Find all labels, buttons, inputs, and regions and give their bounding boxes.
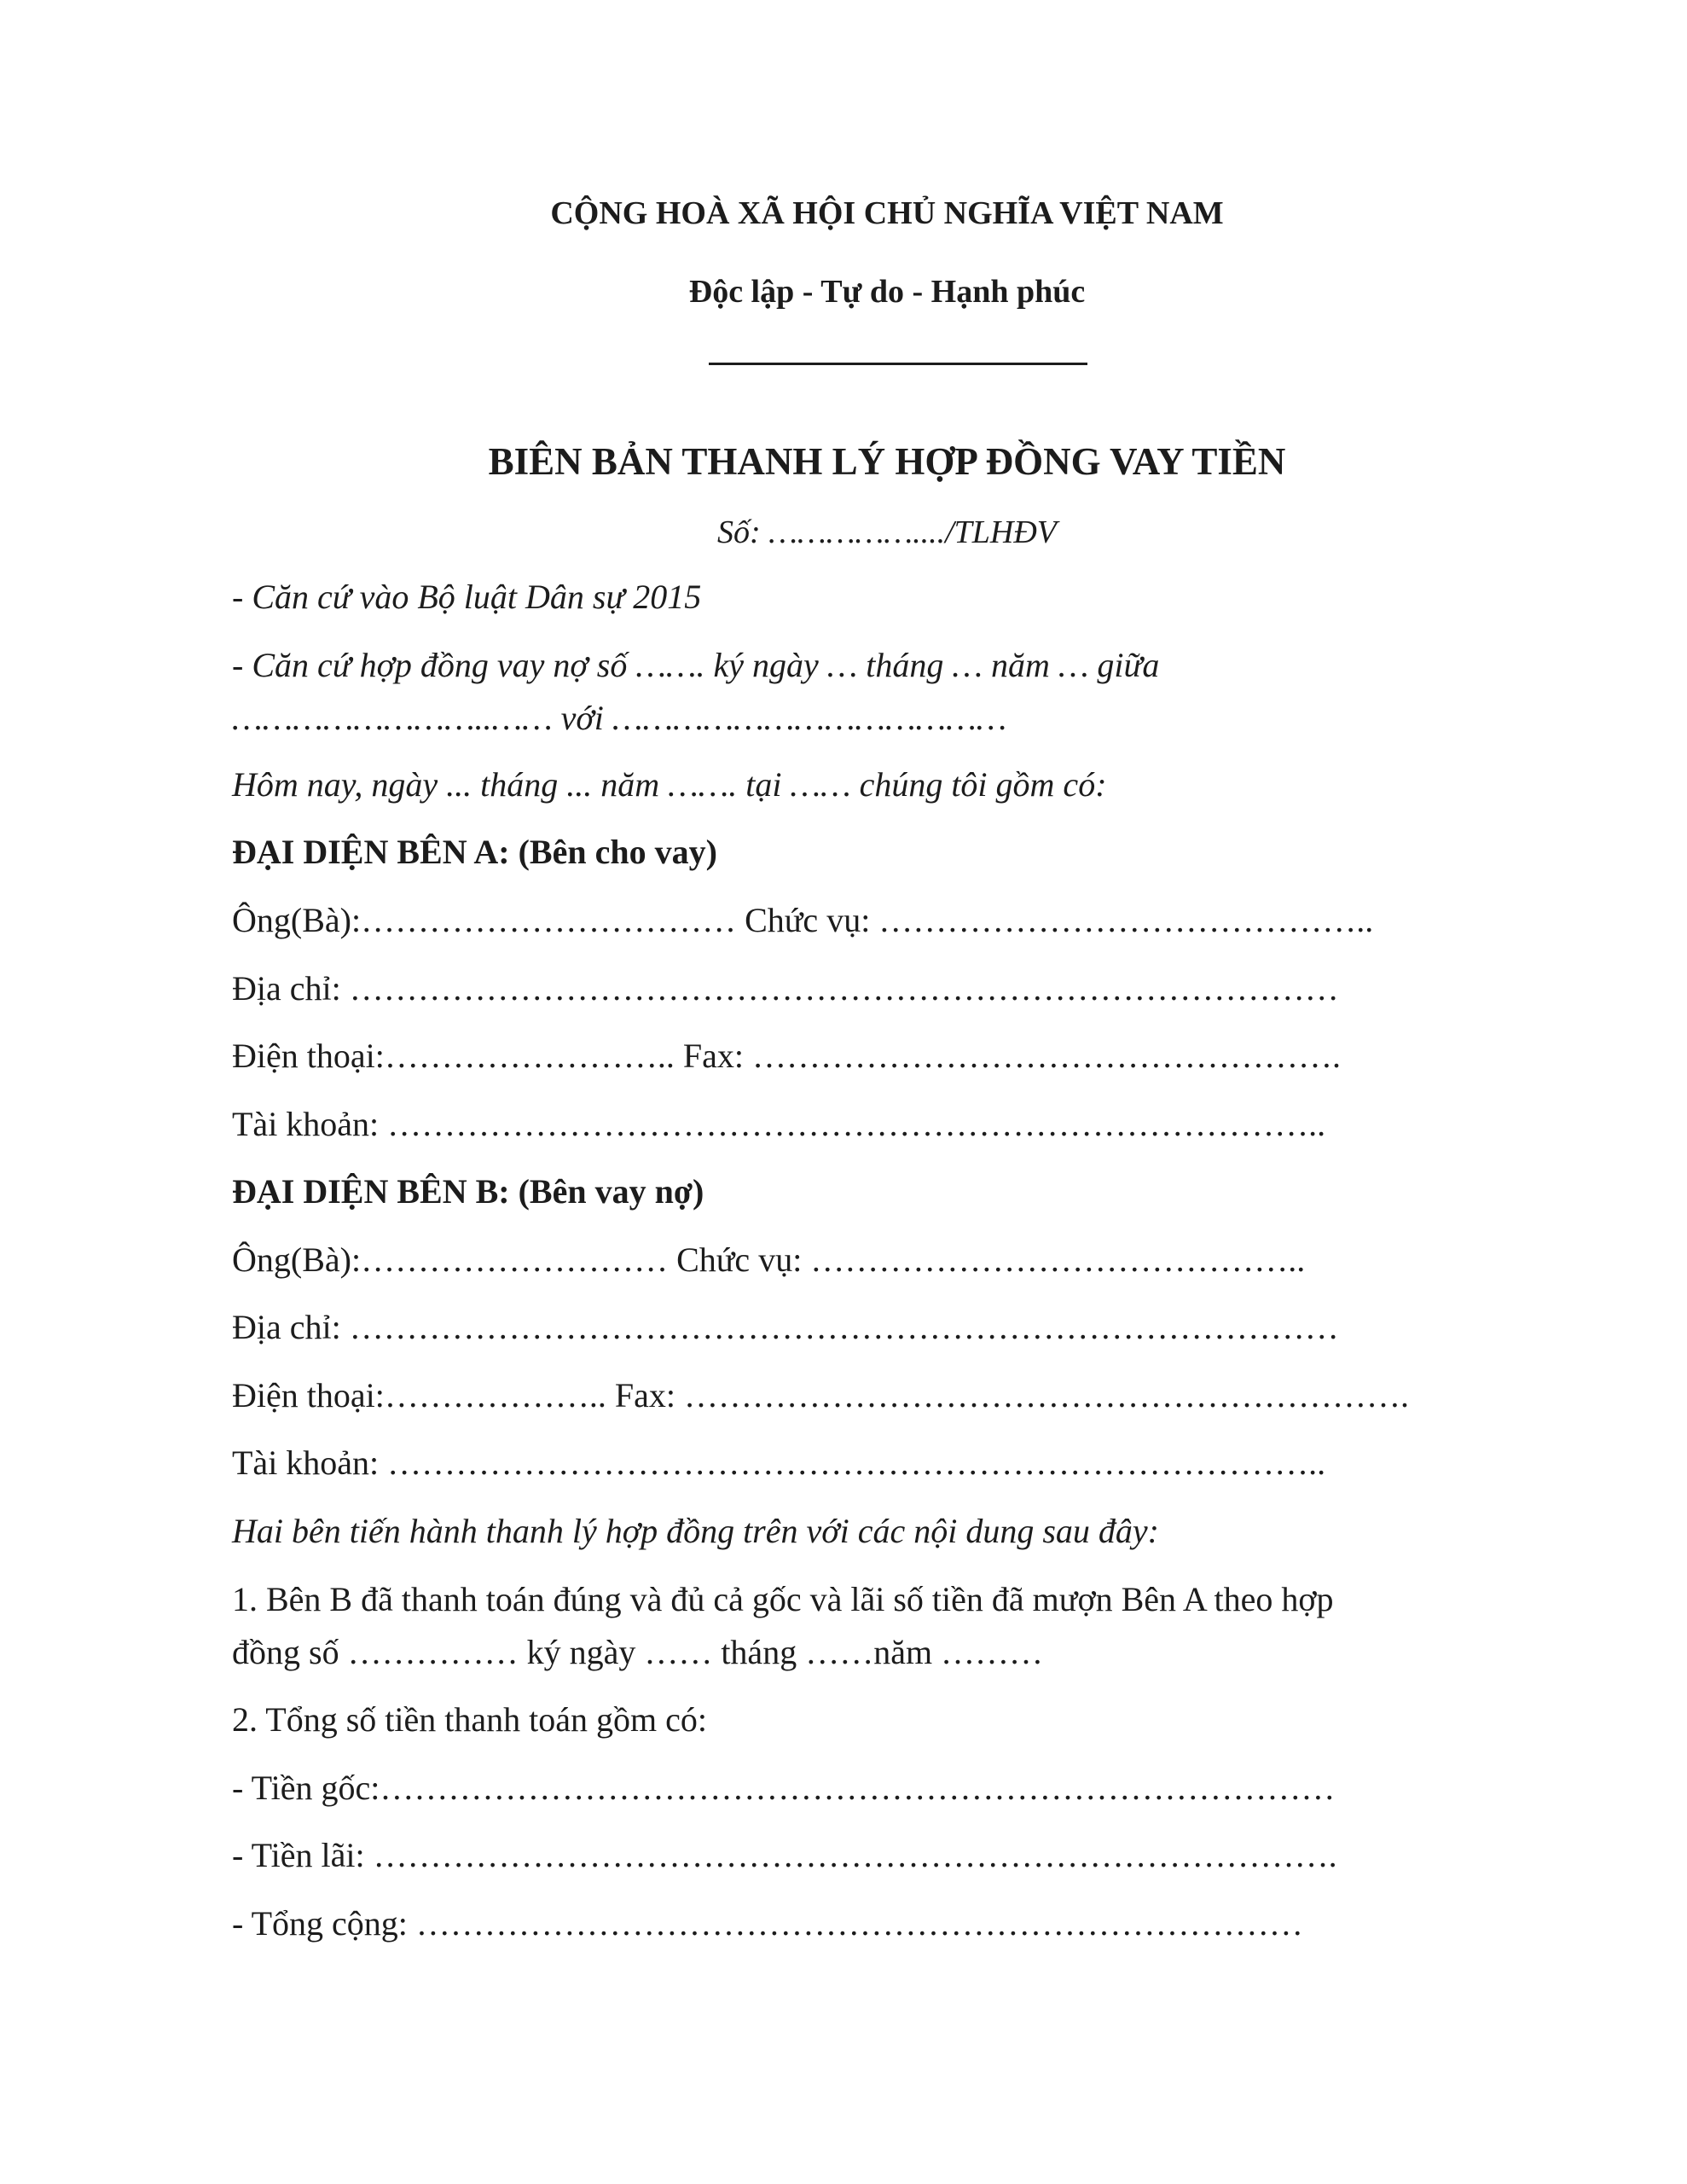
settlement-intro: Hai bên tiến hành thanh lý hợp đồng trên với các nội dung sau đây: (232, 1512, 1159, 1550)
basis-loan-contract: - Căn cứ hợp đồng vay nợ số ……. ký ngày … tháng … năm … giữa (232, 646, 1160, 684)
national-title: CỘNG HOÀ XÃ HỘI CHỦ NGHĨA VIỆT NAM (550, 195, 1224, 231)
basis-loan-contract-parties: ……………………..…… với ………………………………… (232, 699, 1007, 737)
basis-civil-code: - Căn cứ vào Bộ luật Dân sự 2015 (232, 578, 702, 616)
party-a-heading-role: (Bên cho vay) (509, 833, 717, 871)
party-a-heading-label: ĐẠI DIỆN BÊN A: (232, 833, 510, 871)
party-b-phone-field: Điện thoại:……………….. Fax: ………………………………………………………. (232, 1376, 1409, 1414)
party-b-account-field: Tài khoản: ……………………………………………………………………….. (232, 1443, 1326, 1482)
party-b-heading (232, 1171, 704, 1212)
party-b-name-field: Ông(Bà):……………………… Chức vụ: …………………………………….. (232, 1240, 1306, 1279)
party-b-heading-role: (Bên vay nợ) (509, 1172, 704, 1211)
party-a-address-field: Địa chỉ: …………………………………………………………………………… (232, 969, 1339, 1008)
settlement-item-2: 2. Tổng số tiền thanh toán gồm có: (232, 1700, 707, 1739)
settlement-item-1-line-2: đồng số …………… ký ngày …… tháng ……năm ……… (232, 1633, 1044, 1671)
party-a-account-field: Tài khoản: ……………………………………………………………………….. (232, 1105, 1326, 1143)
interest-amount-field: - Tiền lãi: …………………………………………………………………………. (232, 1836, 1337, 1874)
party-a-name-field: Ông(Bà):…………………………… Chức vụ: …………………………………….. (232, 901, 1374, 939)
meeting-date-place: Hôm nay, ngày ... tháng ... năm ……. tại …… chúng tôi gồm có: (232, 765, 1107, 804)
document-title: BIÊN BẢN THANH LÝ HỢP ĐỒNG VAY TIỀN (488, 440, 1286, 483)
party-b-heading-label: ĐẠI DIỆN BÊN B: (232, 1172, 510, 1211)
total-amount-field: - Tổng cộng: …………………………………………………………………… (232, 1904, 1303, 1943)
party-a-phone-field: Điện thoại:…………………….. Fax: ……………………………………………. (232, 1037, 1341, 1075)
document-number: Số: ……………..../TLHĐV (716, 514, 1058, 550)
settlement-item-1-line-1: 1. Bên B đã thanh toán đúng và đủ cả gốc và lãi số tiền đã mượn Bên A theo hợp (232, 1580, 1334, 1618)
national-motto: Độc lập - Tự do - Hạnh phúc (688, 274, 1086, 310)
party-a-heading (232, 832, 717, 873)
principal-amount-field: - Tiền gốc:………………………………………………………………………… (232, 1769, 1336, 1807)
header-divider (709, 363, 1087, 365)
party-b-address-field: Địa chỉ: …………………………………………………………………………… (232, 1308, 1339, 1346)
